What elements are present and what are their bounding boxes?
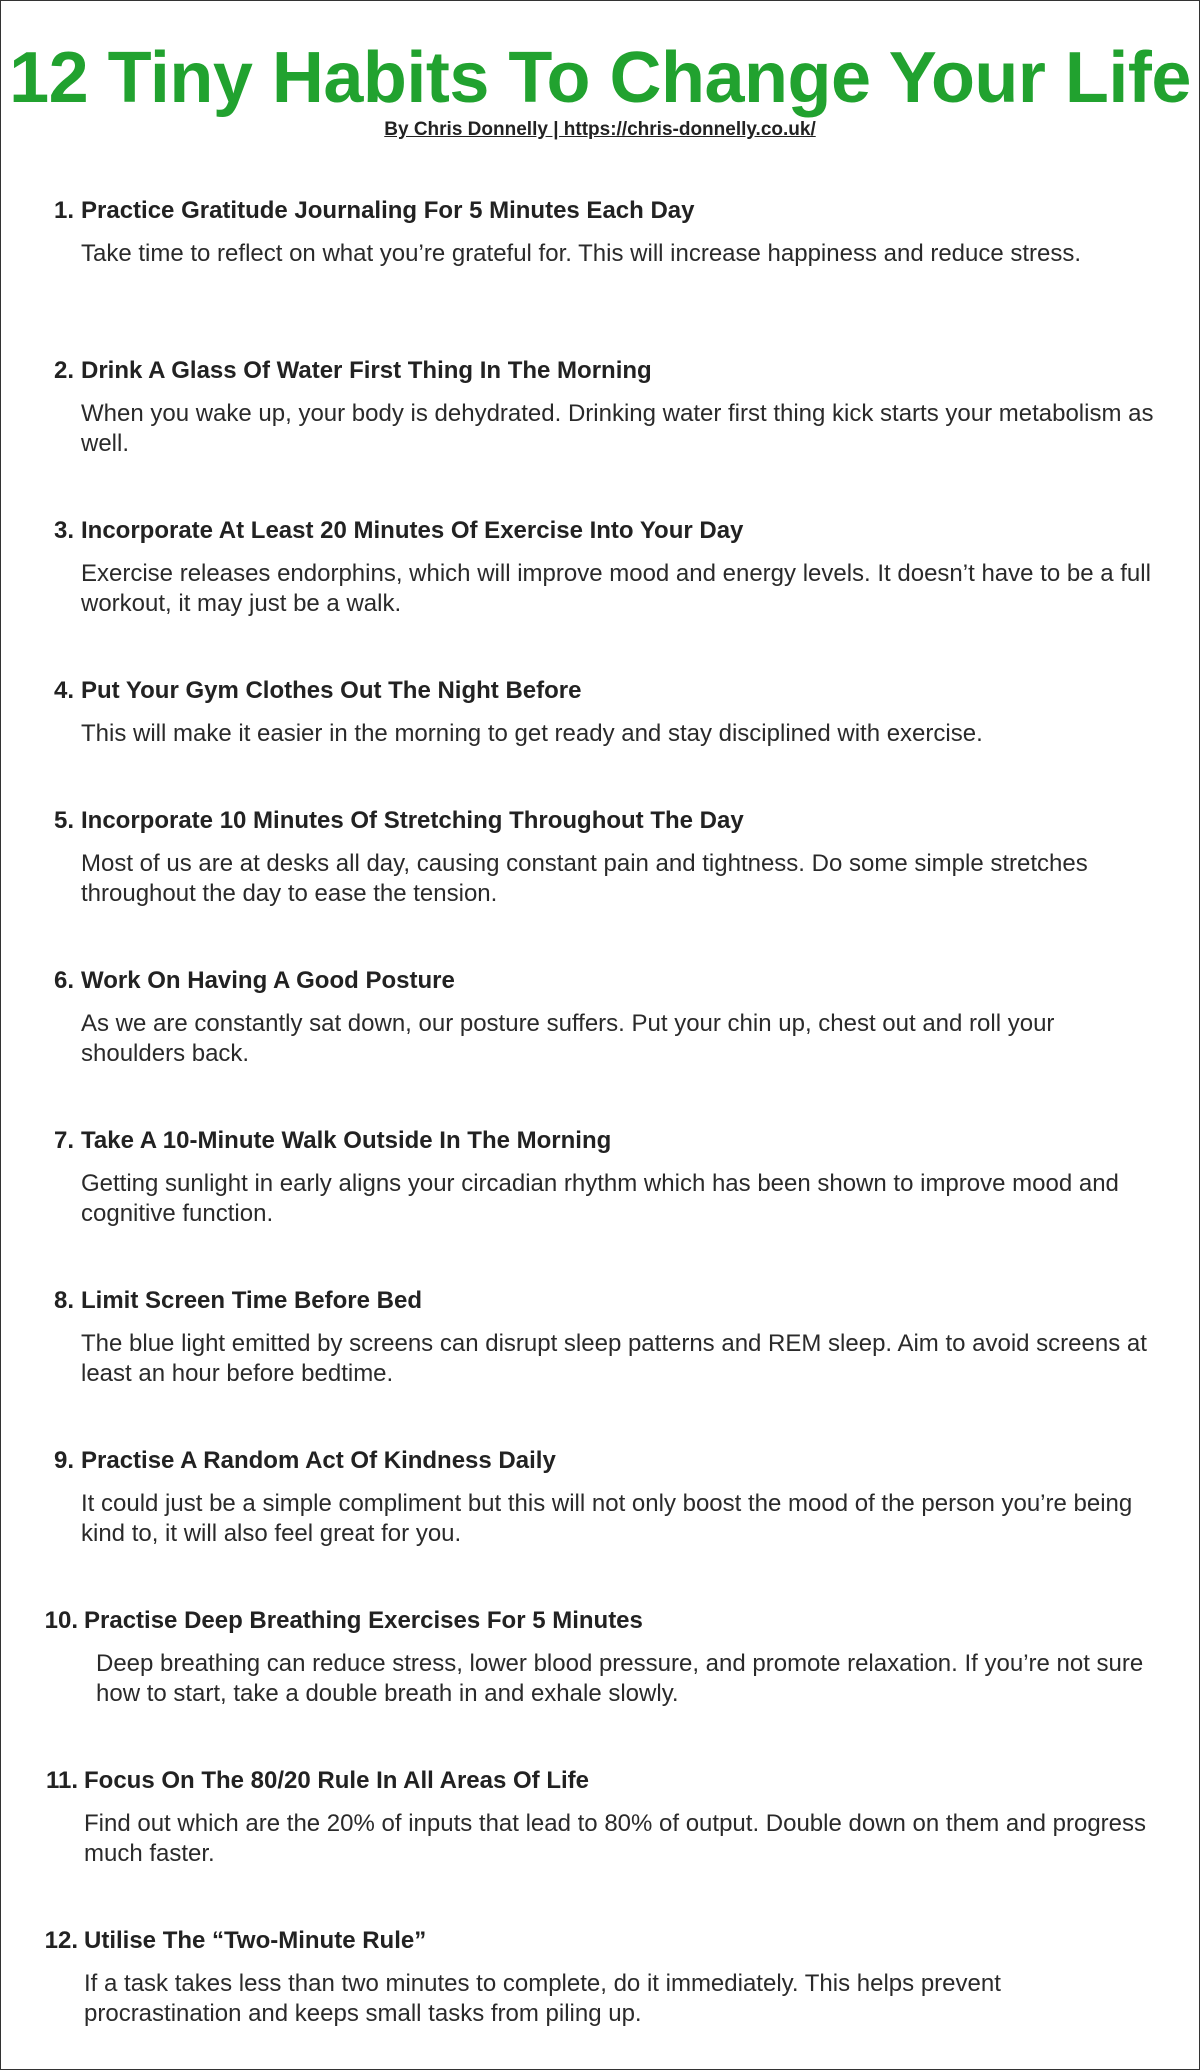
page-title: 12 Tiny Habits To Change Your Life — [9, 38, 1191, 118]
item-number: 1. — [53, 197, 74, 224]
item-number: 8. — [53, 1287, 74, 1314]
item-heading: Incorporate At Least 20 Minutes Of Exercise Into Your Day — [81, 517, 744, 544]
author-byline-link[interactable]: By Chris Donnelly | https://chris-donnelly.co.uk/ — [384, 119, 816, 140]
item-heading: Take A 10-Minute Walk Outside In The Morning — [81, 1127, 612, 1154]
item-description: Getting sunlight in early aligns your circadian rhythm which has been shown to improve mood and cognitive function. — [81, 1170, 1119, 1227]
item-number: 7. — [53, 1127, 74, 1154]
item-heading: Limit Screen Time Before Bed — [81, 1287, 422, 1314]
item-description: Most of us are at desks all day, causing constant pain and tightness. Do some simple stretches throughout the day to ease the tension. — [81, 850, 1088, 907]
author-byline[interactable] — [0, 118, 1200, 142]
item-heading: Put Your Gym Clothes Out The Night Before — [81, 677, 582, 704]
item-number: 11. — [45, 1767, 78, 1794]
item-number: 5. — [53, 807, 74, 834]
item-number: 3. — [53, 517, 74, 544]
item-number: 10. — [44, 1607, 78, 1634]
item-heading: Drink A Glass Of Water First Thing In The Morning — [81, 357, 652, 384]
item-number: 4. — [53, 677, 74, 704]
item-heading: Focus On The 80/20 Rule In All Areas Of Life — [84, 1767, 590, 1794]
item-number: 12. — [44, 1927, 78, 1954]
item-description: If a task takes less than two minutes to complete, do it immediately. This helps prevent procrastination and keeps small tasks from piling up. — [84, 1970, 1001, 2027]
item-description: As we are constantly sat down, our posture suffers. Put your chin up, chest out and roll your shoulders back. — [81, 1010, 1055, 1067]
item-number: 6. — [53, 967, 74, 994]
item-heading: Practise A Random Act Of Kindness Daily — [81, 1447, 556, 1474]
item-number: 9. — [53, 1447, 74, 1474]
item-heading: Incorporate 10 Minutes Of Stretching Throughout The Day — [81, 807, 744, 834]
item-number: 2. — [53, 357, 74, 384]
item-description: This will make it easier in the morning to get ready and stay disciplined with exercise. — [81, 720, 983, 747]
item-heading: Utilise The “Two-Minute Rule” — [84, 1927, 427, 1954]
item-description: Exercise releases endorphins, which will improve mood and energy levels. It doesn’t have to be a full workout, it may just be a walk. — [81, 560, 1151, 617]
item-description: It could just be a simple compliment but this will not only boost the mood of the person you’re being kind to, it will also feel great for you. — [81, 1490, 1133, 1547]
item-description: Deep breathing can reduce stress, lower blood pressure, and promote relaxation. If you’re not sure how to start, take a double breath in and exhale slowly. — [96, 1650, 1144, 1707]
item-heading: Work On Having A Good Posture — [81, 967, 455, 994]
item-heading: Practise Deep Breathing Exercises For 5 Minutes — [84, 1607, 643, 1634]
item-heading: Practice Gratitude Journaling For 5 Minutes Each Day — [81, 197, 695, 224]
item-description: Take time to reflect on what you’re grateful for. This will increase happiness and reduce stress. — [81, 240, 1082, 267]
item-description: The blue light emitted by screens can disrupt sleep patterns and REM sleep. Aim to avoid screens at least an hour before bedtime. — [81, 1330, 1147, 1387]
item-description: When you wake up, your body is dehydrated. Drinking water first thing kick starts your metabolism as well. — [81, 400, 1154, 457]
item-description: Find out which are the 20% of inputs that lead to 80% of output. Double down on them and progress much faster. — [84, 1810, 1147, 1867]
